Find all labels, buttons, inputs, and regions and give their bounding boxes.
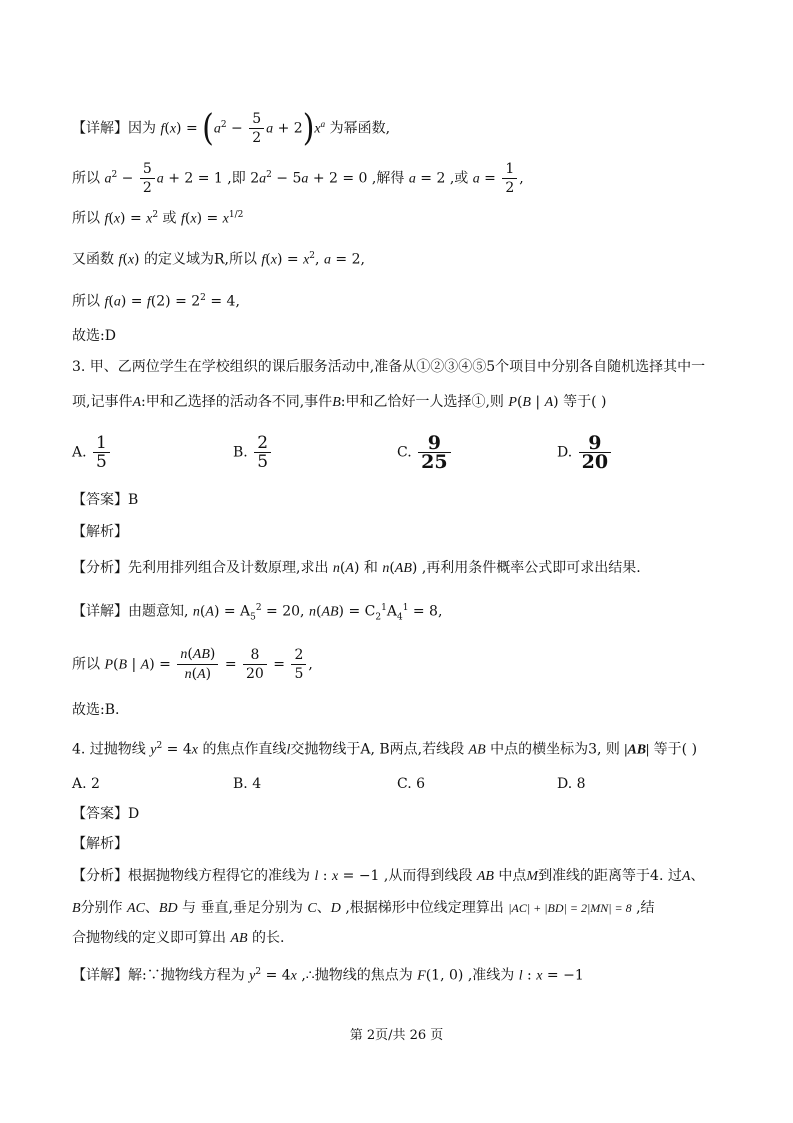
- q3-fenxi: 【分析】先利用排列组合及计数原理,求出 n(A) 和 n(AB) ,再利用条件概率公式即可求出结果.: [72, 560, 641, 576]
- q3-answer: 【答案】B: [72, 492, 139, 508]
- q2-detail-line-1: 【详解】因为 $f(x) = (a^2$ − $\frac{5}{2}$ $a + 2)x^a$ 为幂函数,: [72, 106, 391, 149]
- q3-final: 故选:B.: [72, 702, 120, 718]
- q4-answer: 【答案】D: [72, 806, 140, 822]
- q4-analysis-heading: 【解析】: [72, 836, 128, 852]
- q3-option-d: D. $\frac{9}{20}$: [557, 434, 613, 471]
- q4-fenxi-line-2: B分别作 AC、BD 与 垂直,垂足分别为 C、D ,根据梯形中位线定理算出 |AC| + |BD| = 2|MN| = 8 ,结: [72, 900, 655, 916]
- q4-stem: 4. 过抛物线 $y^2 = 4x$ 的焦点作直线l交抛物线于A, B两点,若线段 AB 中点的横坐标为3, 则 |AB| 等于( ): [72, 741, 698, 758]
- q3-option-a: A. $\frac{1}{5}$: [72, 434, 112, 471]
- q3-stem-line-1: 3. 甲、乙两位学生在学校组织的课后服务活动中,准备从①②③④⑤5个项目中分别各自随机选择其中一: [72, 359, 706, 375]
- q4-detail: 【详解】解:∵抛物线方程为 $y^2 = 4x$ ,∴抛物线的焦点为 F(1, 0) ,准线为 l : x = −1: [72, 967, 584, 984]
- q2-line-5: 所以 $f(a) = f(2) = 2^2 = 4$,: [72, 293, 240, 310]
- q4-option-c: C. 6: [397, 776, 426, 792]
- q2-line-3: 所以 $f(x) = x^2$ 或 $f(x) = x^{1/2}$: [72, 210, 244, 227]
- q3-option-c: C. $\frac{9}{25}$: [397, 434, 453, 471]
- q4-fenxi-line-1: 【分析】根据抛物线方程得它的准线为 l : x = −1 ,从而得到线段 AB 中点M到准线的距离等于4. 过A、: [72, 868, 705, 884]
- q4-option-d: D. 8: [557, 776, 586, 792]
- q4-option-a: A. 2: [72, 776, 100, 792]
- q4-fenxi-line-3: 合抛物线的定义即可算出 AB 的长.: [72, 930, 285, 946]
- q3-detail: 【详解】由题意知, $n(A) = A_5^2 = 20$, $n(AB) = C_2^1A_4^1 = 8$,: [72, 603, 443, 623]
- q2-line-2: 所以 $a^2$ − $\frac{5}{2}$ a + 2 = 1 ,即 $2a^2 - 5a + 2 = 0$ ,解得 a = 2 ,或 a = $\frac{1}{2}$ ,: [72, 161, 524, 196]
- q3-probability-line: 所以 P(B | A) = $\frac{n(AB)}{n(A)}$ = $\frac{8}{20}$ = $\frac{2}{5}$ ,: [72, 646, 313, 682]
- q2-line-4: 又函数 f(x) 的定义域为R,所以 $f(x) = x^2$, a = 2,: [72, 251, 365, 268]
- q3-option-b: B. $\frac{2}{5}$: [233, 434, 273, 471]
- q3-stem-line-2: 项,记事件A:甲和乙选择的活动各不同,事件B:甲和乙恰好一人选择①,则 P(B | A) 等于( ): [72, 394, 607, 410]
- q2-answer: 故选:D: [72, 328, 116, 344]
- q3-analysis-heading: 【解析】: [72, 524, 128, 540]
- page-footer: 第 2页/共 26 页: [349, 1028, 444, 1043]
- q4-option-b: B. 4: [233, 776, 262, 792]
